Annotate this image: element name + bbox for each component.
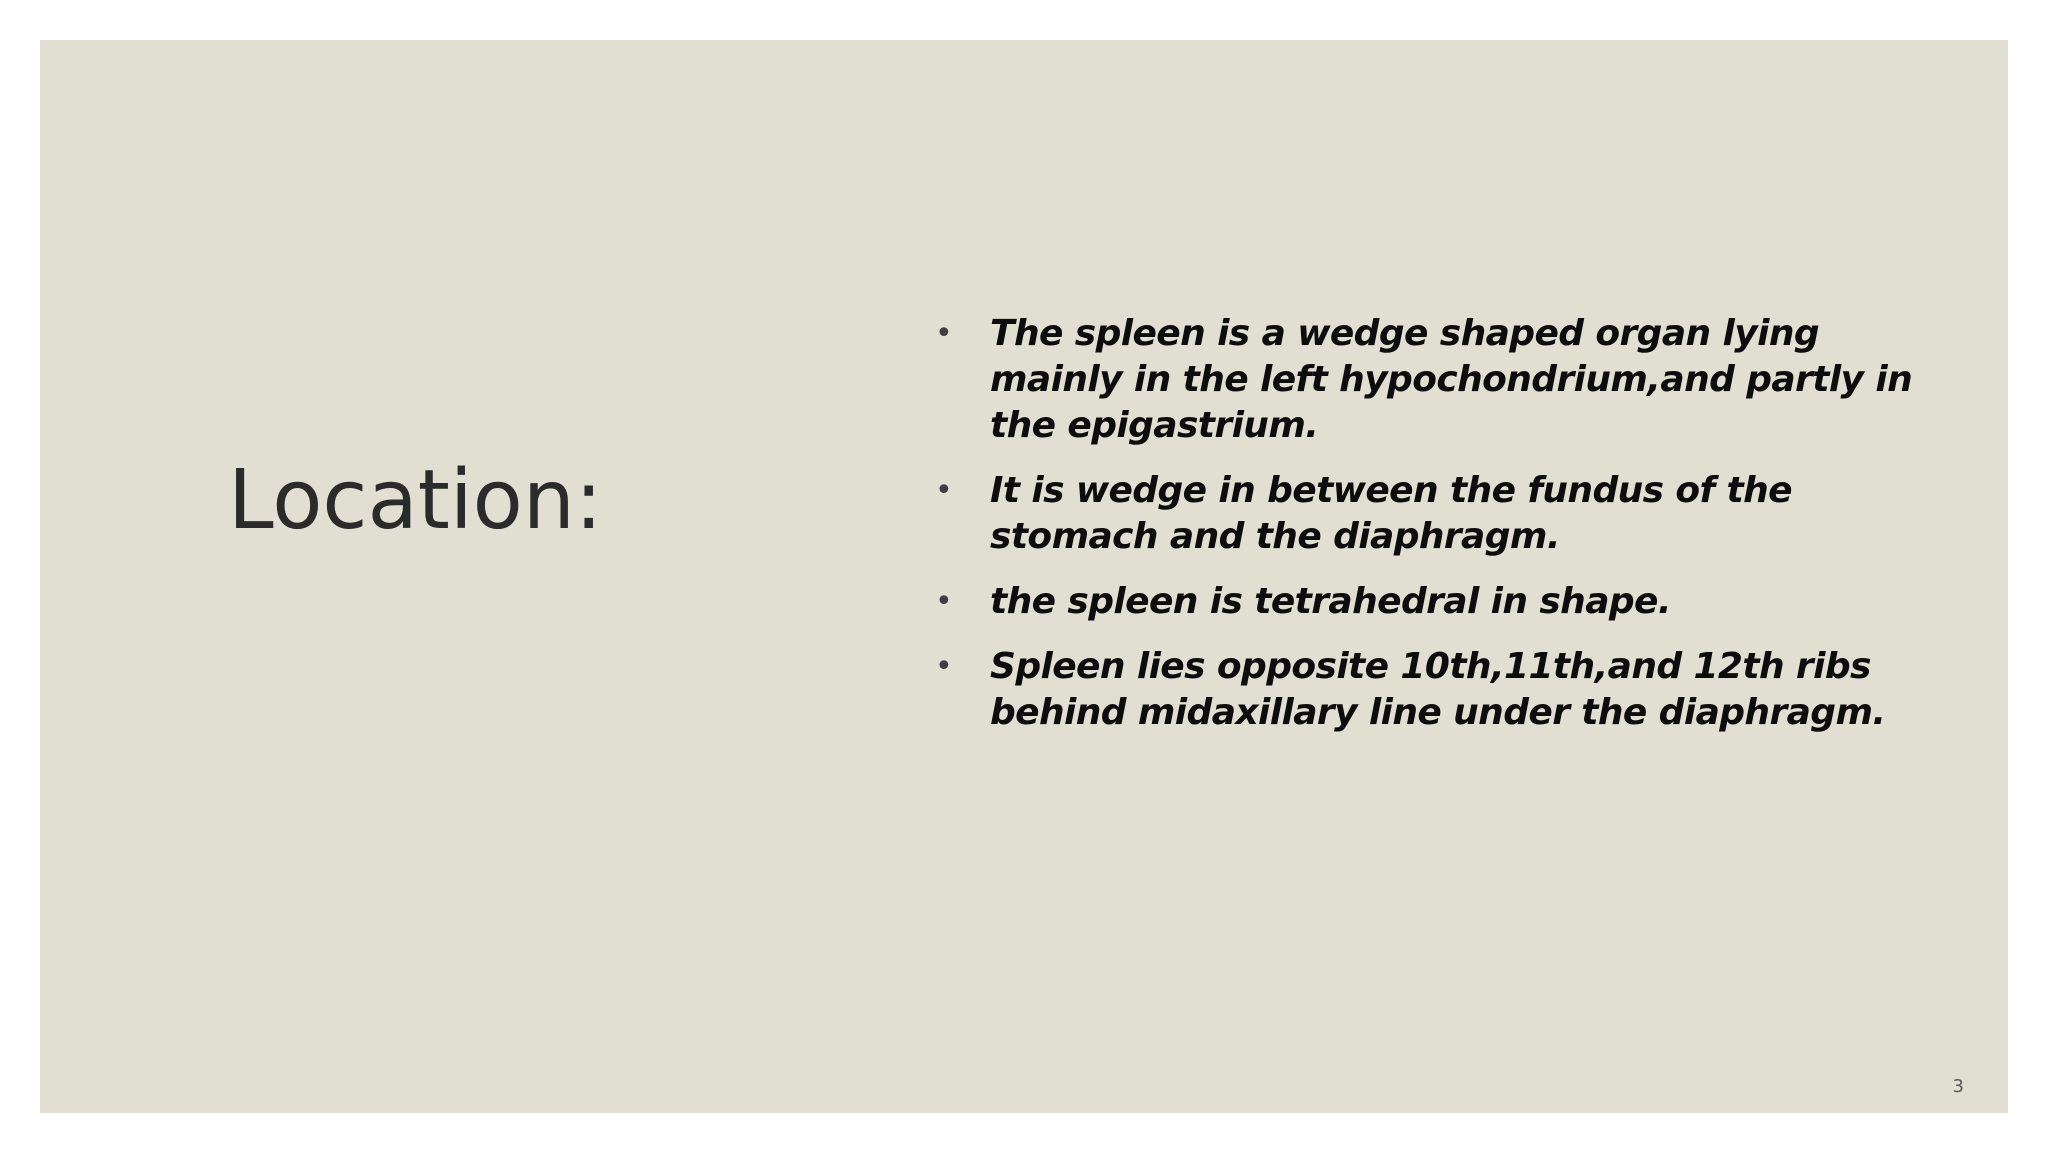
bullet-text: the spleen is tetrahedral in shape. xyxy=(990,581,1671,622)
slide xyxy=(40,40,2008,1113)
page-number: 3 xyxy=(1952,1076,1964,1097)
bullet-dot-icon: • xyxy=(935,584,953,619)
bullet-item xyxy=(935,468,1935,560)
bullet-text: It is wedge in between the fundus of the stomach and the diaphragm. xyxy=(990,470,1792,557)
bullet-text: Spleen lies opposite 10th,11th,and 12th ribs behind midaxillary line under the diaphragm. xyxy=(990,646,1886,733)
bullet-text: The spleen is a wedge shaped organ lying mainly in the left hypochondrium,and partly in the epigastrium. xyxy=(990,313,1913,446)
bullet-item xyxy=(935,644,1935,736)
bullet-dot-icon: • xyxy=(935,473,953,508)
bullet-dot-icon: • xyxy=(935,649,953,684)
slide-title: Location: xyxy=(228,453,603,548)
bullet-item xyxy=(935,311,1935,449)
bullet-list xyxy=(935,311,1935,755)
bullet-dot-icon: • xyxy=(935,316,953,351)
bullet-item xyxy=(935,579,1935,625)
